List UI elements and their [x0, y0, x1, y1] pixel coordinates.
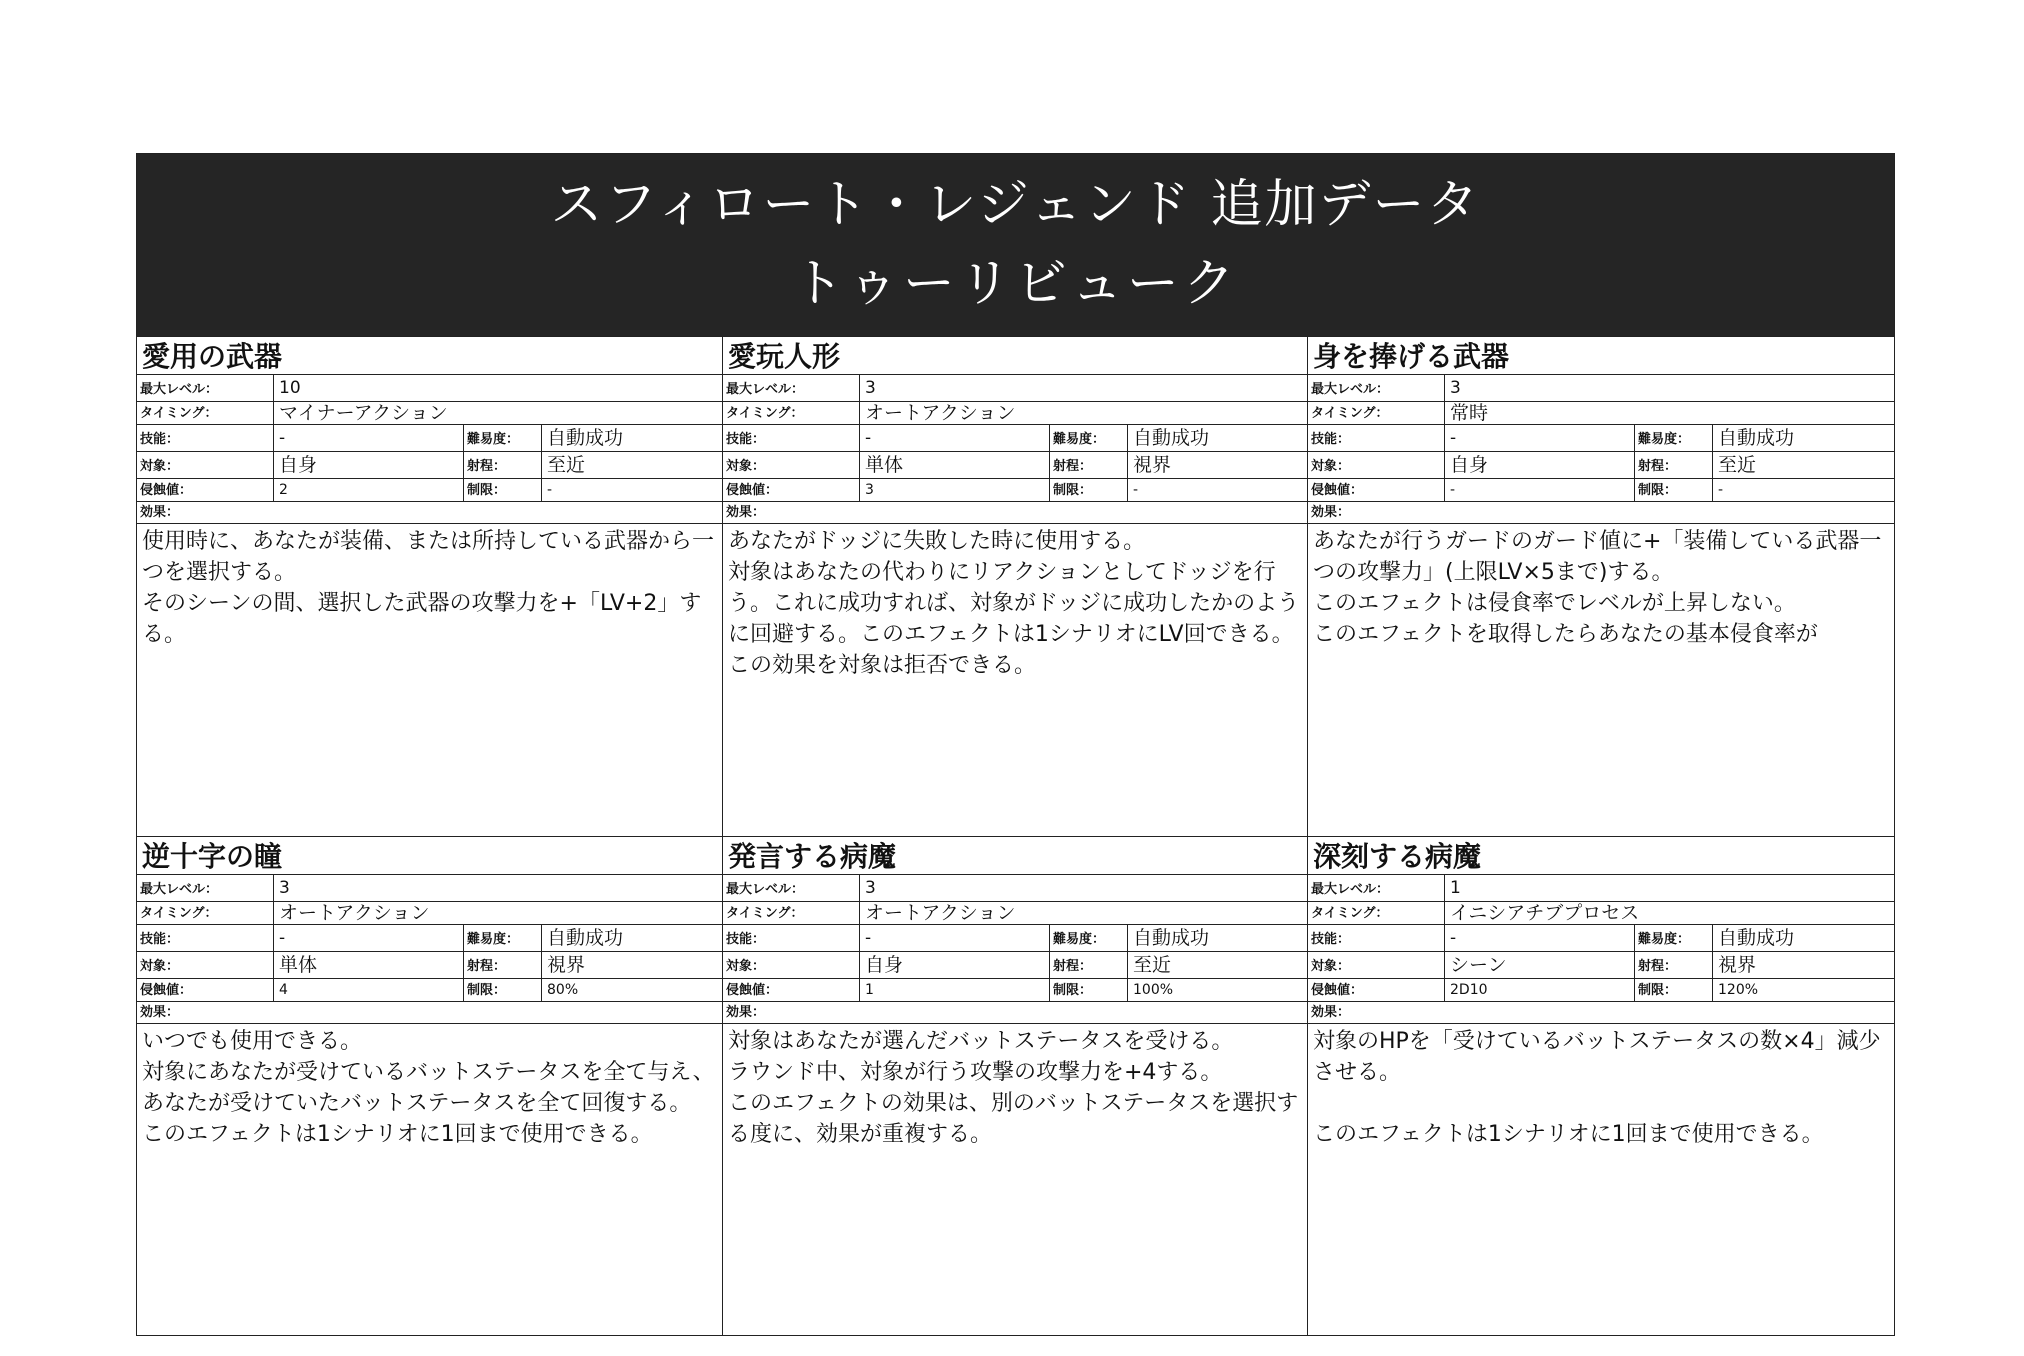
- effect-card-grid: [137, 336, 1894, 1335]
- skill-label: 技能：: [723, 425, 860, 451]
- effect-line: ラウンド中、対象が行う攻撃の攻撃力を+4する。: [728, 1060, 1223, 1085]
- difficulty-value: 自動成功: [1718, 927, 1795, 949]
- difficulty-value: 自動成功: [1718, 427, 1795, 449]
- erosion-value: 1: [860, 979, 1050, 1001]
- skill-label: 技能：: [723, 925, 860, 951]
- erosion-row: [723, 479, 1307, 502]
- difficulty-label: 難易度：: [464, 925, 542, 951]
- timing-label: タイミング：: [723, 402, 860, 424]
- erosion-label: 侵蝕値：: [1308, 479, 1445, 501]
- effect-line: このエフェクトは1シナリオに1回まで使用できる。: [1313, 1122, 1824, 1147]
- range-value: 視界: [547, 954, 586, 976]
- max-level-label: 最大レベル：: [1308, 375, 1445, 401]
- effect-name: 愛玩人形: [723, 337, 1307, 375]
- range-label: 射程：: [1635, 952, 1713, 978]
- difficulty-label: 難易度：: [1050, 425, 1128, 451]
- target-value: 自身: [860, 952, 1050, 978]
- effect-card: [1308, 336, 1894, 836]
- timing-label: タイミング：: [137, 402, 274, 424]
- target-label: 対象：: [137, 452, 274, 478]
- effect-text: [1308, 1024, 1894, 1335]
- effect-text: [723, 1024, 1307, 1335]
- effect-text: [723, 524, 1307, 836]
- effect-name: 深刻する病魔: [1308, 837, 1894, 875]
- timing-row: [723, 902, 1307, 925]
- effect-line: あなたが行うガードのガード値に+「装備している武器一つの攻撃力」(上限LV×5まで)する。: [1313, 529, 1882, 585]
- skill-label: 技能：: [1308, 425, 1445, 451]
- limit-label: 制限：: [464, 979, 542, 1001]
- timing-label: タイミング：: [137, 902, 274, 924]
- limit-label: 制限：: [1050, 979, 1128, 1001]
- erosion-label: 侵蝕値：: [723, 479, 860, 501]
- difficulty-label: 難易度：: [1635, 425, 1713, 451]
- timing-row: [1308, 402, 1894, 425]
- erosion-row: [137, 479, 722, 502]
- effect-line: あなたがドッジに失敗した時に使用する。: [728, 529, 1146, 554]
- max-level-label: 最大レベル：: [723, 875, 860, 901]
- max-level-label: 最大レベル：: [723, 375, 860, 401]
- max-level-value: 10: [279, 378, 301, 398]
- skill-row: [1308, 425, 1894, 452]
- max-level-row: [137, 875, 722, 902]
- difficulty-value: 自動成功: [1133, 427, 1210, 449]
- skill-label: 技能：: [1308, 925, 1445, 951]
- max-level-row: [723, 375, 1307, 402]
- effect-card: [723, 336, 1308, 836]
- target-row: [1308, 452, 1894, 479]
- target-label: 対象：: [137, 952, 274, 978]
- limit-value: -: [1133, 482, 1139, 498]
- range-value: 至近: [547, 454, 586, 476]
- skill-row: [137, 925, 722, 952]
- difficulty-label: 難易度：: [1635, 925, 1713, 951]
- limit-value: 80%: [547, 982, 579, 998]
- effect-line: このエフェクトは1シナリオに1回まで使用できる。: [142, 1122, 653, 1147]
- erosion-label: 侵蝕値：: [137, 979, 274, 1001]
- effect-card: [1308, 836, 1894, 1335]
- range-label: 射程：: [1050, 452, 1128, 478]
- max-level-label: 最大レベル：: [137, 875, 274, 901]
- limit-label: 制限：: [464, 479, 542, 501]
- skill-value: -: [1445, 425, 1635, 451]
- skill-row: [137, 425, 722, 452]
- timing-row: [723, 402, 1307, 425]
- erosion-value: 2D10: [1445, 979, 1635, 1001]
- limit-value: 120%: [1718, 982, 1759, 998]
- limit-value: -: [1718, 482, 1724, 498]
- effect-label: 効果：: [137, 502, 722, 524]
- range-label: 射程：: [464, 452, 542, 478]
- target-value: 単体: [274, 952, 464, 978]
- skill-value: -: [1445, 925, 1635, 951]
- effect-line: この効果を対象は拒否できる。: [728, 653, 1037, 678]
- erosion-label: 侵蝕値：: [137, 479, 274, 501]
- target-label: 対象：: [723, 452, 860, 478]
- effect-line: 対象はあなたが選んだバットステータスを受ける。: [728, 1029, 1234, 1054]
- timing-label: タイミング：: [723, 902, 860, 924]
- limit-label: 制限：: [1635, 979, 1713, 1001]
- range-value: 視界: [1133, 454, 1172, 476]
- target-row: [1308, 952, 1894, 979]
- timing-value: イニシアチブプロセス: [1450, 902, 1640, 924]
- target-row: [137, 452, 722, 479]
- effect-text: [137, 1024, 722, 1335]
- timing-row: [1308, 902, 1894, 925]
- skill-value: -: [274, 425, 464, 451]
- effect-line: 使用時に、あなたが装備、または所持している武器から一つを選択する。: [142, 529, 715, 585]
- erosion-row: [723, 979, 1307, 1002]
- effect-label: 効果：: [723, 1002, 1307, 1024]
- effect-line: 対象にあなたが受けているバットステータスを全て与え、あなたが受けていたバットステータスを全て回復する。: [142, 1060, 715, 1116]
- effect-line: いつでも使用できる。: [142, 1029, 363, 1054]
- effect-line: このエフェクトを取得したらあなたの基本侵食率が: [1313, 622, 1818, 647]
- limit-label: 制限：: [1050, 479, 1128, 501]
- erosion-label: 侵蝕値：: [1308, 979, 1445, 1001]
- effect-name: 身を捧げる武器: [1308, 337, 1894, 375]
- skill-row: [723, 425, 1307, 452]
- skill-label: 技能：: [137, 425, 274, 451]
- skill-value: -: [860, 425, 1050, 451]
- effect-card: [723, 836, 1308, 1335]
- max-level-value: 3: [865, 378, 876, 398]
- skill-value: -: [274, 925, 464, 951]
- sheet-subtitle: トゥーリビューク: [792, 254, 1239, 314]
- target-label: 対象：: [723, 952, 860, 978]
- skill-value: -: [860, 925, 1050, 951]
- timing-row: [137, 402, 722, 425]
- target-value: 単体: [860, 452, 1050, 478]
- target-label: 対象：: [1308, 952, 1445, 978]
- target-row: [137, 952, 722, 979]
- erosion-value: 4: [274, 979, 464, 1001]
- max-level-value: 3: [1450, 378, 1461, 398]
- erosion-label: 侵蝕値：: [723, 979, 860, 1001]
- max-level-row: [137, 375, 722, 402]
- range-label: 射程：: [1050, 952, 1128, 978]
- effect-text: [137, 524, 722, 836]
- effect-text: [1308, 524, 1894, 836]
- effect-name: 逆十字の瞳: [137, 837, 722, 875]
- skill-label: 技能：: [137, 925, 274, 951]
- effect-line: 対象のHPを「受けているバットステータスの数×4」減少させる。: [1313, 1029, 1881, 1085]
- skill-row: [723, 925, 1307, 952]
- max-level-row: [1308, 875, 1894, 902]
- max-level-value: 3: [279, 878, 290, 898]
- erosion-row: [1308, 979, 1894, 1002]
- effect-label: 効果：: [1308, 1002, 1894, 1024]
- difficulty-label: 難易度：: [1050, 925, 1128, 951]
- erosion-value: 2: [274, 479, 464, 501]
- sheet-header: [137, 154, 1894, 336]
- effect-line: このエフェクトの効果は、別のバットステータスを選択する度に、効果が重複する。: [728, 1091, 1299, 1147]
- effect-label: 効果：: [723, 502, 1307, 524]
- timing-value: オートアクション: [865, 402, 1016, 424]
- timing-value: オートアクション: [865, 902, 1016, 924]
- timing-value: マイナーアクション: [279, 402, 448, 424]
- difficulty-label: 難易度：: [464, 425, 542, 451]
- timing-label: タイミング：: [1308, 902, 1445, 924]
- target-row: [723, 452, 1307, 479]
- erosion-value: 3: [860, 479, 1050, 501]
- effect-label: 効果：: [1308, 502, 1894, 524]
- max-level-label: 最大レベル：: [1308, 875, 1445, 901]
- difficulty-value: 自動成功: [547, 427, 624, 449]
- target-value: 自身: [274, 452, 464, 478]
- difficulty-value: 自動成功: [547, 927, 624, 949]
- effect-label: 効果：: [137, 1002, 722, 1024]
- timing-value: 常時: [1450, 402, 1489, 424]
- data-sheet: [136, 153, 1895, 1336]
- effect-line: このエフェクトは侵食率でレベルが上昇しない。: [1313, 591, 1796, 616]
- target-label: 対象：: [1308, 452, 1445, 478]
- target-value: シーン: [1445, 952, 1635, 978]
- limit-label: 制限：: [1635, 479, 1713, 501]
- effect-card: [137, 836, 723, 1335]
- effect-line: そのシーンの間、選択した武器の攻撃力を+「LV+2」する。: [142, 591, 702, 647]
- max-level-value: 3: [865, 878, 876, 898]
- max-level-value: 1: [1450, 878, 1461, 898]
- erosion-row: [137, 979, 722, 1002]
- sheet-title: スフィロート・レジェンド 追加データ: [550, 175, 1481, 235]
- effect-line: [1313, 1088, 1889, 1119]
- erosion-value: -: [1445, 479, 1635, 501]
- erosion-row: [1308, 479, 1894, 502]
- timing-value: オートアクション: [279, 902, 430, 924]
- range-value: 至近: [1718, 454, 1757, 476]
- difficulty-value: 自動成功: [1133, 927, 1210, 949]
- timing-label: タイミング：: [1308, 402, 1445, 424]
- max-level-label: 最大レベル：: [137, 375, 274, 401]
- target-row: [723, 952, 1307, 979]
- range-label: 射程：: [1635, 452, 1713, 478]
- max-level-row: [1308, 375, 1894, 402]
- limit-value: 100%: [1133, 982, 1174, 998]
- range-label: 射程：: [464, 952, 542, 978]
- range-value: 視界: [1718, 954, 1757, 976]
- range-value: 至近: [1133, 954, 1172, 976]
- effect-card: [137, 336, 723, 836]
- effect-name: 愛用の武器: [137, 337, 722, 375]
- target-value: 自身: [1445, 452, 1635, 478]
- skill-row: [1308, 925, 1894, 952]
- effect-name: 発言する病魔: [723, 837, 1307, 875]
- max-level-row: [723, 875, 1307, 902]
- effect-line: 対象はあなたの代わりにリアクションとしてドッジを行う。これに成功すれば、対象がドッジに成功したかのように回避する。このエフェクトは1シナリオにLV回できる。: [728, 560, 1300, 647]
- limit-value: -: [547, 482, 553, 498]
- timing-row: [137, 902, 722, 925]
